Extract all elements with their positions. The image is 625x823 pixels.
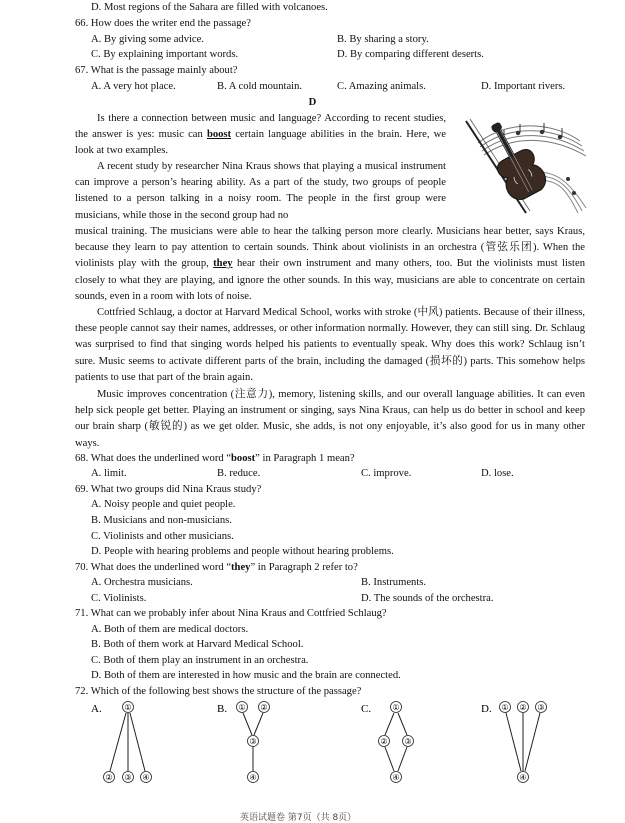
q71-option-a[interactable]: A. Both of them are medical doctors.	[91, 624, 249, 635]
q71-option-c[interactable]: C. Both of them play an instrument in an orchestra.	[91, 655, 309, 666]
svg-text:④: ④	[249, 773, 257, 783]
violin-image	[460, 113, 590, 216]
svg-text:②: ②	[260, 703, 268, 713]
diagram-option-a[interactable]	[91, 702, 152, 783]
passage-paragraph-4: Music improves concentration (注意力), memory, listening skills, and our overall language abilities. It can even help sick people get better. Playing an instrument or singing, says Nina Kraus, can help us do better in school and keep our brain sharp (敏锐的) as we get older. Music, she adds, is not ony enjoyable, it’s also good for us in many other ways.	[75, 389, 585, 449]
svg-text:②: ②	[105, 773, 113, 783]
q70-option-a[interactable]: A. Orchestra musicians.	[91, 577, 193, 588]
q66-option-c[interactable]: C. By explaining important words.	[91, 49, 239, 60]
q69-option-c[interactable]: C. Violinists and other musicians.	[91, 531, 234, 542]
q66-option-a[interactable]: A. By giving some advice.	[91, 34, 204, 45]
svg-text:④: ④	[142, 773, 150, 783]
passage-paragraph-2-start: A recent study by researcher Nina Kraus shows that playing a musical instrument can improve a person’s hearing ability. As a part of the study, two groups of people listened to a person talking in a noisy room. The people in the first group were musicians, while those in the second group had no	[75, 161, 446, 221]
q71-option-d[interactable]: D. Both of them are interested in how music and the brain are connected.	[91, 670, 401, 681]
q66-stem: 66. How does the writer end the passage?	[75, 18, 251, 29]
q71-option-b[interactable]: B. Both of them work at Harvard Medical School.	[91, 639, 304, 650]
q72-stem: 72. Which of the following best shows the structure of the passage?	[75, 686, 362, 697]
svg-text:①: ①	[238, 703, 246, 713]
q66-option-b[interactable]: B. By sharing a story.	[337, 34, 429, 45]
page-footer: 英语试题卷 第7页（共 8页）	[240, 813, 357, 823]
q67-option-b[interactable]: B. A cold mountain.	[217, 81, 303, 92]
q68-option-a[interactable]: A. limit.	[91, 468, 127, 479]
q67-option-d[interactable]: D. Important rivers.	[481, 81, 566, 92]
diagram-option-b[interactable]	[217, 702, 270, 783]
passage-paragraph-1: Is there a connection between music and language? According to recent studies, the answer is yes: music can boost certain language abilities in the brain. Here, we look at two examples.	[75, 113, 446, 157]
q70-option-b[interactable]: B. Instruments.	[361, 577, 427, 588]
q70-option-d[interactable]: D. The sounds of the orchestra.	[361, 593, 494, 604]
svg-text:①: ①	[392, 703, 400, 713]
section-heading: D	[308, 97, 317, 108]
q67-option-c[interactable]: C. Amazing animals.	[337, 81, 426, 92]
svg-text:C.: C.	[361, 703, 372, 715]
svg-text:④: ④	[519, 773, 527, 783]
q68-option-b[interactable]: B. reduce.	[217, 468, 261, 479]
q66-option-d[interactable]: D. By comparing different deserts.	[337, 49, 484, 60]
underlined-word-boost: boost	[206, 129, 232, 141]
q68-option-c[interactable]: C. improve.	[361, 468, 412, 479]
structure-diagrams	[85, 697, 605, 787]
svg-text:③: ③	[249, 737, 257, 747]
svg-text:B.: B.	[217, 703, 228, 715]
underlined-word-they: they	[213, 258, 233, 270]
diagram-option-d[interactable]	[481, 702, 547, 783]
q71-stem: 71. What can we probably infer about Nina Kraus and Cottfried Schlaug?	[75, 608, 387, 619]
q70-stem: 70. What does the underlined word “they” in Paragraph 2 refer to?	[75, 562, 358, 573]
svg-text:②: ②	[519, 703, 527, 713]
svg-text:A.: A.	[91, 703, 102, 715]
passage-paragraph-3: Cottfried Schlaug, a doctor at Harvard Medical School, works with stroke (中风) patients. Because of their illness, these people cannot say their names, addresses, or other information normally. However, they can still sing. Dr. Schlaug was surprised to find that singing words helped his patients to eventually speak. Why does this work? Schlaug isn’t sure. Music seems to activate different parts of the brain, including the damaged (损坏的) parts. This somehow helps patients to use that part of the brain again.	[75, 307, 585, 383]
svg-text:D.: D.	[481, 703, 492, 715]
q69-option-a[interactable]: A. Noisy people and quiet people.	[91, 499, 236, 510]
q65-option-d: D. Most regions of the Sahara are filled with volcanoes.	[91, 2, 328, 13]
q69-option-d[interactable]: D. People with hearing problems and people without hearing problems.	[91, 546, 394, 557]
passage-paragraph-2: musical training. The musicians were able to hear the talking person more clearly. Musicians hear better, says Kraus, because they learn to pay attention to certain sounds. Think about violinists in an orchestra (管弦乐团). When the violinists play with the group, they hear their own instrument and many others, too. But the violinists must listen closely to what they are playing, and ignore the other sounds. In this way, musicians are able to concentrate on certain sounds, even in a room with lots of noise.	[75, 226, 585, 302]
diagram-option-c[interactable]	[361, 702, 414, 783]
svg-text:③: ③	[124, 773, 132, 783]
svg-text:①: ①	[501, 703, 509, 713]
q67-stem: 67. What is the passage mainly about?	[75, 65, 238, 76]
svg-text:②: ②	[380, 737, 388, 747]
svg-text:③: ③	[537, 703, 545, 713]
svg-text:①: ①	[124, 703, 132, 713]
q67-option-a[interactable]: A. A very hot place.	[91, 81, 176, 92]
svg-text:③: ③	[404, 737, 412, 747]
q69-option-b[interactable]: B. Musicians and non-musicians.	[91, 515, 232, 526]
q69-stem: 69. What two groups did Nina Kraus study?	[75, 484, 262, 495]
q70-option-c[interactable]: C. Violinists.	[91, 593, 147, 604]
q68-option-d[interactable]: D. lose.	[481, 468, 514, 479]
q68-stem: 68. What does the underlined word “boost” in Paragraph 1 mean?	[75, 453, 355, 464]
svg-text:④: ④	[392, 773, 400, 783]
